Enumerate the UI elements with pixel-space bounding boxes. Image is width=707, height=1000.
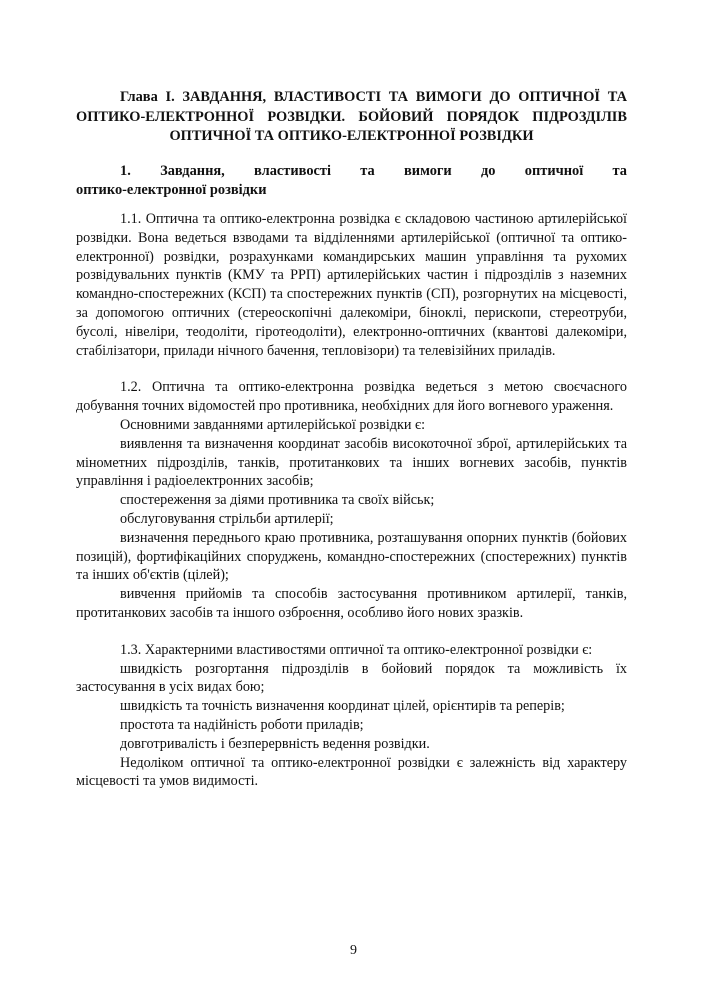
task-item: вивчення прийомів та способів застосування противником артилерії, танків, протитанкових засобів та іншого озброєння, особливо його нових зразків.: [76, 586, 627, 621]
paragraph-gap: [76, 360, 627, 378]
task-item: виявлення та визначення координат засобів високоточної зброї, артилерійських та мінометних підрозділів, танків, протитанкових та інших вогневих засобів, пунктів управління і радіоелектронних засобів;: [76, 435, 627, 490]
task-item: визначення переднього краю противника, розташування опорних пунктів (бойових позицій), фортифікаційних споруджень, командно-спостережних (спостережних) пунктів та інших об'єктів (цілей);: [76, 529, 627, 584]
property-item: швидкість та точність визначення координат цілей, орієнтирів та реперів;: [120, 698, 565, 715]
paragraph-1-3: 1.3. Характерними властивостями оптичної та оптико-електронної розвідки є:: [120, 641, 593, 658]
paragraph-1-1: 1.1. Оптична та оптико-електронна розвідка є складовою частиною артилерійської розвідки. Вона ведеться взводами та відділеннями артилерійської (оптичної та оптико-електронної) розвідки, розрахунками командирських машин управління та рухомих розвідувальних пунктів (КМУ та РРП) артилерійських частин і підрозділів з наземних командно-спостережних (КСП) та спостережних пунктів (СП), розгорнутих на місцевості, за допомогою оптичних (стереоскопічні далекоміри, біноклі, перископи, стереотруби, бусолі, нівеліри, теодоліти, гіротеодоліти), електронно-оптичних (квантові далекоміри, стабілізатори, прилади нічного бачення, тепловізори) та телевізійних приладів.: [76, 211, 627, 359]
property-item: швидкість розгортання підрозділів в бойовий порядок та можливість їх застосування в усіх видах бою;: [76, 660, 627, 696]
task-item: обслуговування стрільби артилерії;: [120, 510, 334, 527]
section-title: [76, 162, 627, 200]
task-item: спостереження за діями противника та своїх військ;: [120, 492, 435, 509]
section-title-line-2: оптико-електронної розвідки: [76, 182, 267, 198]
property-item: простота та надійність роботи приладів;: [120, 716, 364, 733]
drawback-paragraph: Недоліком оптичної та оптико-електронної розвідки є залежність від характеру місцевості та умов видимості.: [76, 754, 627, 790]
paragraph-1-2: 1.2. Оптична та оптико-електронна розвідка ведеться з метою своєчасного добування точних відомостей про противника, необхідних для його вогневого ураження.: [76, 379, 627, 415]
section-title-line-1: 1. Завдання, властивості та вимоги до оптичної та: [120, 163, 627, 179]
paragraph-gap: [76, 623, 627, 641]
page-number: 9: [350, 943, 357, 958]
tasks-intro: Основними завданнями артилерійської розвідки є:: [120, 416, 426, 433]
chapter-title: Глава І. ЗАВДАННЯ, ВЛАСТИВОСТІ ТА ВИМОГИ ДО ОПТИЧНОЇ ТА ОПТИКО-ЕЛЕКТРОННОЇ РОЗВІДКИ. БОЙОВИЙ ПОРЯДОК ПІДРОЗДІЛІВ ОПТИЧНОЇ ТА ОПТИКО-ЕЛЕКТРОННОЇ РОЗВІДКИ: [76, 89, 627, 144]
body-text: [76, 210, 627, 791]
property-item: довготривалість і безперервність ведення розвідки.: [120, 735, 430, 752]
